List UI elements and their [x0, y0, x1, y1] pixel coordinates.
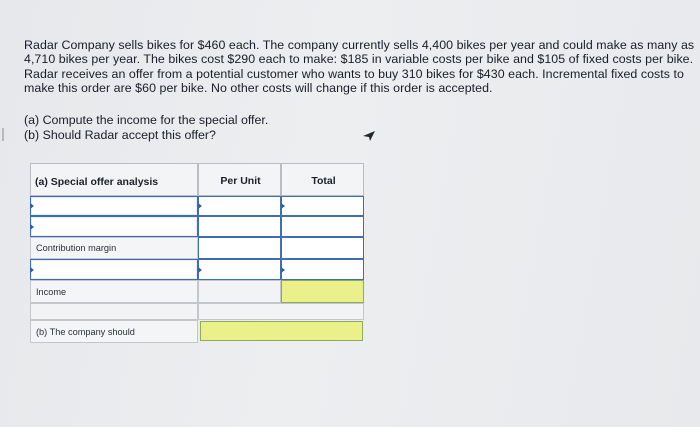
mouse-cursor-icon: [360, 125, 378, 143]
dropdown-arrow-icon: [281, 267, 285, 273]
dropdown-arrow-icon: [30, 267, 34, 273]
contribution-margin-label: [30, 237, 198, 259]
income-text: Income: [36, 286, 67, 297]
dropdown-arrow-icon: [281, 203, 285, 209]
dropdown-arrow-icon: [198, 203, 202, 209]
spacer-cell-left: [30, 303, 198, 320]
row4-total-input[interactable]: [281, 259, 364, 280]
row4-per-unit-input[interactable]: [198, 259, 281, 280]
company-should-answer-select[interactable]: [200, 321, 363, 341]
question-a: (a) Compute the income for the special offer.: [24, 113, 269, 127]
row2-per-unit-input[interactable]: [198, 216, 281, 237]
table-header-per-unit: [198, 163, 281, 196]
dropdown-arrow-icon: [198, 267, 202, 273]
contribution-margin-total-input[interactable]: [281, 237, 364, 259]
income-label: [30, 280, 198, 303]
table-header-per-unit-text: Per Unit: [220, 175, 261, 187]
margin-mark: [2, 128, 7, 141]
company-should-label: [30, 320, 198, 343]
table-header-total: [281, 163, 364, 196]
dropdown-arrow-icon: [30, 224, 34, 230]
row4-label-select[interactable]: [30, 259, 198, 280]
row2-label-select[interactable]: [30, 216, 198, 237]
company-should-text: (b) The company should: [36, 326, 135, 337]
spacer-cell-right: [198, 303, 364, 320]
table-header-total-text: Total: [311, 175, 336, 187]
question-list: [24, 113, 268, 142]
table-header-label: [30, 163, 198, 196]
problem-statement: Radar Company sells bikes for $460 each. The company currently sells 4,400 bikes per year and could make as many as 4,710 bikes per year. The bikes cost $290 each to make: $185 in variable costs per bike and $105 of fixed costs per bike. Radar receives an offer from a potential customer who wants to buy 310 bikes for $430 each. Incremental fixed costs to make this order are $60 per bike. No other costs will change if this order is accepted.: [24, 38, 695, 95]
row1-total-input[interactable]: [281, 196, 364, 216]
contribution-margin-text: Contribution margin: [36, 243, 117, 253]
contribution-margin-per-unit-input[interactable]: [198, 237, 281, 259]
special-offer-table: [30, 163, 364, 343]
income-total-answer-input[interactable]: [281, 280, 364, 303]
row1-per-unit-input[interactable]: [198, 196, 281, 216]
row2-total-input[interactable]: [281, 216, 364, 237]
table-header-label-text: (a) Special offer analysis: [35, 176, 159, 188]
row1-label-select[interactable]: [30, 196, 198, 216]
dropdown-arrow-icon: [30, 203, 34, 209]
income-per-unit-cell: [198, 280, 281, 303]
question-b: (b) Should Radar accept this offer?: [24, 127, 216, 142]
